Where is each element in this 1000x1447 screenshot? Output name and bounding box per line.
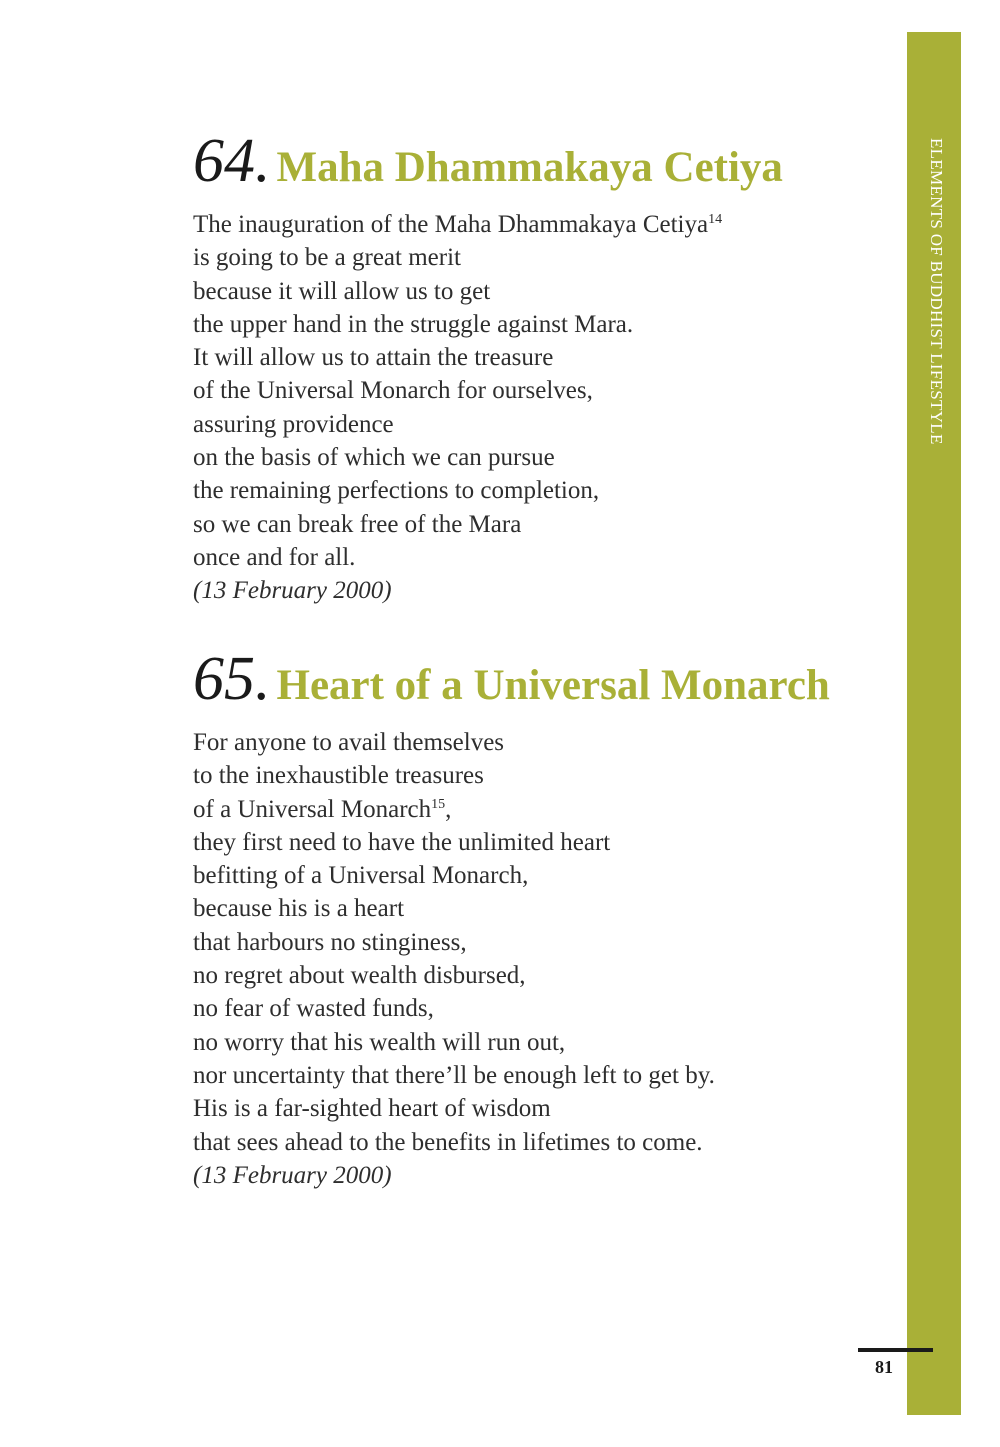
section-number: 65. (193, 645, 271, 713)
line-text: of a Universal Monarch (193, 795, 432, 823)
text-line (193, 992, 893, 1025)
section-title: Maha Dhammakaya Cetiya (276, 144, 783, 191)
section-body (193, 726, 893, 1192)
line-text: so we can break free of the Mara (193, 510, 522, 538)
text-line (193, 1126, 893, 1159)
text-line (193, 275, 893, 308)
text-line (193, 241, 893, 274)
section-65 (193, 645, 893, 1192)
line-text: the upper hand in the struggle against Mara. (193, 310, 634, 338)
section-heading (193, 645, 893, 716)
date-line: (13 February 2000) (193, 577, 392, 605)
line-text: of the Universal Monarch for ourselves, (193, 377, 593, 405)
line-punctuation: , (445, 795, 452, 823)
line-text: assuring providence (193, 410, 394, 438)
text-line (193, 308, 893, 341)
text-line (193, 408, 893, 441)
text-line (193, 826, 893, 859)
text-line (193, 892, 893, 925)
line-text: the remaining perfections to completion, (193, 477, 600, 505)
line-text: that harbours no stinginess, (193, 928, 467, 956)
text-line (193, 1059, 893, 1092)
line-text: His is a far-sighted heart of wisdom (193, 1095, 551, 1123)
page-number-rule (858, 1348, 933, 1352)
line-text: no worry that his wealth will run out, (193, 1028, 566, 1056)
text-line (193, 759, 893, 792)
line-text: It will allow us to attain the treasure (193, 344, 554, 372)
line-text: because his is a heart (193, 895, 405, 923)
text-line (193, 508, 893, 541)
page-number: 81 (875, 1357, 893, 1377)
section-body (193, 208, 893, 608)
text-line (193, 341, 893, 374)
footnote-marker: 14 (708, 212, 723, 227)
text-line (193, 374, 893, 407)
line-text: on the basis of which we can pursue (193, 444, 555, 472)
text-line (193, 726, 893, 759)
running-header: ELEMENTS OF BUDDHIST LIFESTYLE (927, 138, 946, 445)
line-text: is going to be a great merit (193, 244, 461, 272)
section-64 (193, 127, 893, 608)
text-line (193, 1092, 893, 1125)
line-text: no regret about wealth disbursed, (193, 962, 526, 990)
text-line (193, 441, 893, 474)
footnote-marker: 15 (431, 796, 446, 812)
line-text: no fear of wasted funds, (193, 995, 434, 1023)
line-text: befitting of a Universal Monarch, (193, 862, 529, 890)
line-text: once and for all. (193, 543, 356, 571)
line-text: nor uncertainty that there’ll be enough left to get by. (193, 1061, 715, 1089)
line-text: to the inexhaustible treasures (193, 762, 484, 790)
text-line (193, 208, 893, 241)
line-text: they first need to have the unlimited heart (193, 828, 611, 856)
line-text: For anyone to avail themselves (193, 729, 505, 756)
date-line: (13 February 2000) (193, 1161, 392, 1189)
text-line (193, 926, 893, 959)
section-number: 64. (193, 127, 271, 195)
text-line (193, 474, 893, 507)
line-text: because it will allow us to get (193, 277, 491, 305)
line-text: The inauguration of the Maha Dhammakaya Cetiya (193, 211, 709, 238)
section-heading (193, 127, 893, 198)
line-text: that sees ahead to the benefits in lifetimes to come. (193, 1128, 703, 1156)
section-title: Heart of a Universal Monarch (276, 662, 830, 709)
text-line (193, 1026, 893, 1059)
text-line (193, 541, 893, 574)
text-line (193, 959, 893, 992)
text-line (193, 859, 893, 892)
text-line (193, 793, 893, 826)
